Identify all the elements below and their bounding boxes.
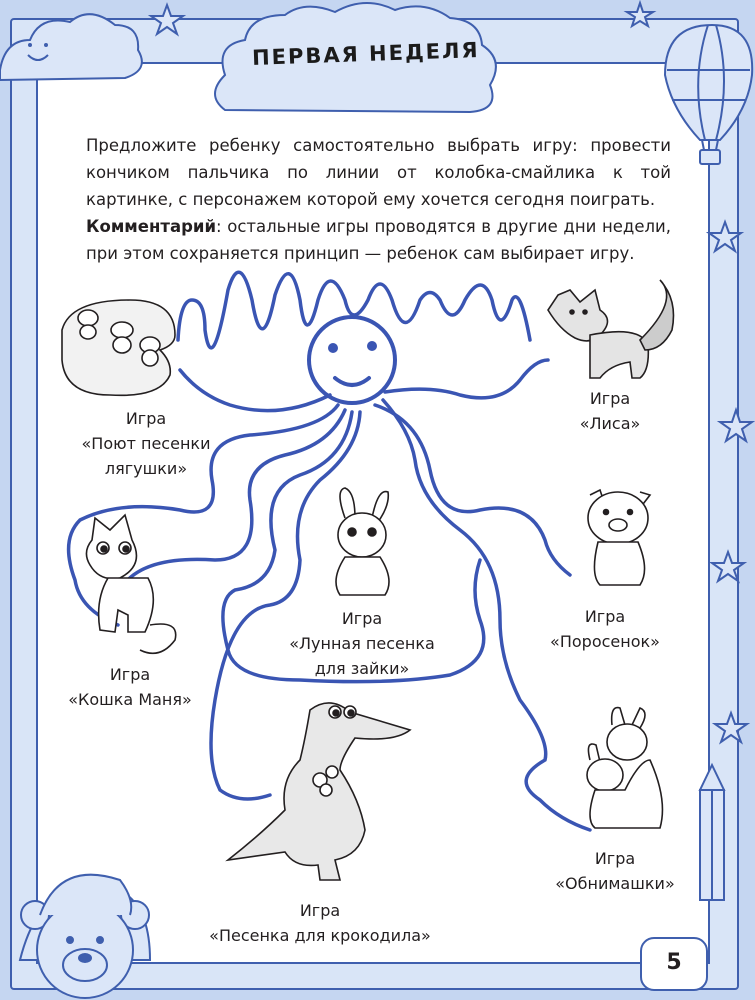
cat-icon xyxy=(86,515,175,653)
fox-icon xyxy=(548,280,674,378)
hugging-bunnies-icon xyxy=(587,708,662,828)
maze-line-top xyxy=(178,272,530,348)
page-title: ПЕРВАЯ НЕДЕЛЯ xyxy=(251,38,480,70)
caption-crocodile: Игра «Песенка для крокодила» xyxy=(209,901,431,945)
bunny-icon xyxy=(336,488,389,595)
crocodile-icon xyxy=(228,703,410,880)
caption-cat: Игра «Кошка Маня» xyxy=(68,665,192,709)
maze-line-frogs xyxy=(180,370,330,411)
piglet-icon xyxy=(588,490,650,585)
maze-line-fox xyxy=(385,360,548,398)
frogs-pond-icon xyxy=(62,300,175,395)
smiley-face-icon xyxy=(309,317,395,403)
caption-fox: Игра «Лиса» xyxy=(579,389,641,433)
caption-bunny: Игра «Лунная песенка для зайки» xyxy=(289,609,435,678)
page-number: 5 xyxy=(640,937,708,991)
instruction-paragraph: Предложите ребенку самостоятельно выбрать игру: провести кончиком пальчика по линии от колобка-смайлика к той картинке, с персонажем которой ему хочется сегодня поиграть. xyxy=(86,136,671,209)
caption-hugging-bunnies: Игра «Обнимашки» xyxy=(555,849,675,893)
caption-piglet: Игра «Поросенок» xyxy=(550,607,660,651)
comment-text: : остальные игры проводятся в другие дни недели, при этом сохраняется принцип — ребенок сам выбирает игру. xyxy=(86,217,671,263)
caption-frogs: Игра «Поют песенки лягушки» xyxy=(81,409,211,478)
comment-label: Комментарий xyxy=(86,217,217,236)
